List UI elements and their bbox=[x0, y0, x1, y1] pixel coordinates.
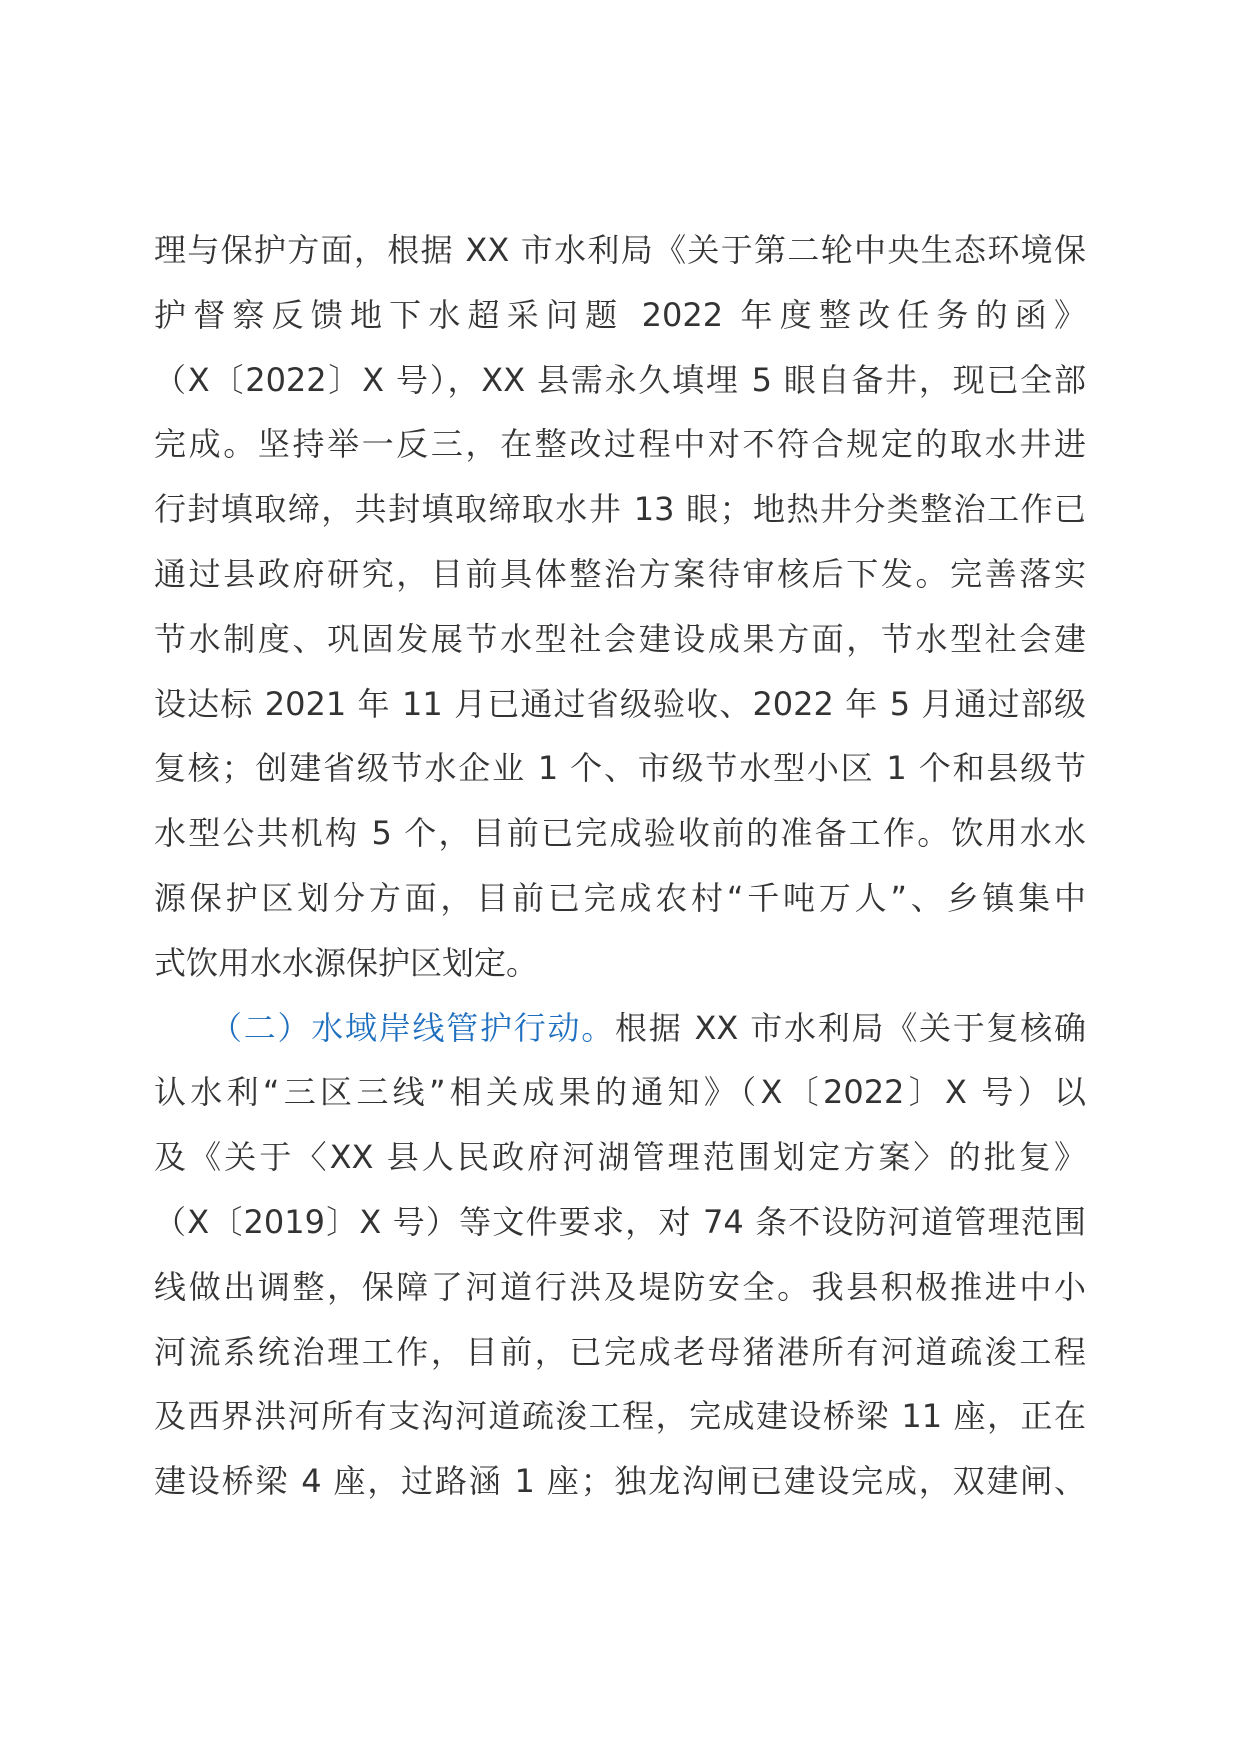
text-line: 节水制度、巩固发展节水型社会建设成果方面，节水型社会建 bbox=[154, 619, 1086, 658]
text-line: （X〔2019〕X 号）等文件要求，对 74 条不设防河道管理范围 bbox=[154, 1202, 1086, 1241]
section-heading: （二）水域岸线管护行动。 bbox=[210, 1008, 616, 1047]
text-line: 建设桥梁 4 座，过路涵 1 座；独龙沟闸已建设完成，双建闸、 bbox=[154, 1462, 1086, 1501]
text-line: 护督察反馈地下水超采问题 2022 年度整改任务的函》 bbox=[154, 295, 1086, 334]
section-heading-line bbox=[154, 996, 1086, 1061]
text-line: （X〔2022〕X 号），XX 县需永久填埋 5 眼自备井，现已全部 bbox=[154, 360, 1086, 399]
text-line: 河流系统治理工作，目前，已完成老母猪港所有河道疏浚工程 bbox=[154, 1332, 1086, 1371]
text-line: 线做出调整，保障了河道行洪及堤防安全。我县积极推进中小 bbox=[154, 1267, 1086, 1306]
text-line: 完成。坚持举一反三，在整改过程中对不符合规定的取水井进 bbox=[154, 425, 1086, 464]
text-line: 设达标 2021 年 11 月已通过省级验收、2022 年 5 月通过部级 bbox=[154, 684, 1086, 723]
text-line: 及《关于〈XX 县人民政府河湖管理范围划定方案〉的批复》 bbox=[154, 1138, 1086, 1177]
section-heading-rest: 根据 XX 市水利局《关于复核确 bbox=[615, 1008, 1086, 1047]
text-line: 行封填取缔，共封填取缔取水井 13 眼；地热井分类整治工作已 bbox=[154, 490, 1086, 529]
text-line: 式饮用水水源保护区划定。 bbox=[154, 943, 539, 982]
text-line: 及西界洪河所有支沟河道疏浚工程，完成建设桥梁 11 座，正在 bbox=[154, 1397, 1086, 1436]
text-line: 源保护区划分方面，目前已完成农村“千吨万人”、乡镇集中 bbox=[154, 878, 1086, 917]
text-line: 理与保护方面，根据 XX 市水利局《关于第二轮中央生态环境保 bbox=[154, 231, 1086, 269]
body-text bbox=[154, 218, 1086, 1514]
text-line: 认水利“三区三线”相关成果的通知》（X〔2022〕X 号）以 bbox=[154, 1073, 1086, 1112]
text-line: 通过县政府研究，目前具体整治方案待审核后下发。完善落实 bbox=[154, 554, 1086, 593]
text-line: 水型公共机构 5 个，目前已完成验收前的准备工作。饮用水水 bbox=[154, 814, 1086, 853]
text-line: 复核；创建省级节水企业 1 个、市级节水型小区 1 个和县级节 bbox=[154, 749, 1086, 788]
